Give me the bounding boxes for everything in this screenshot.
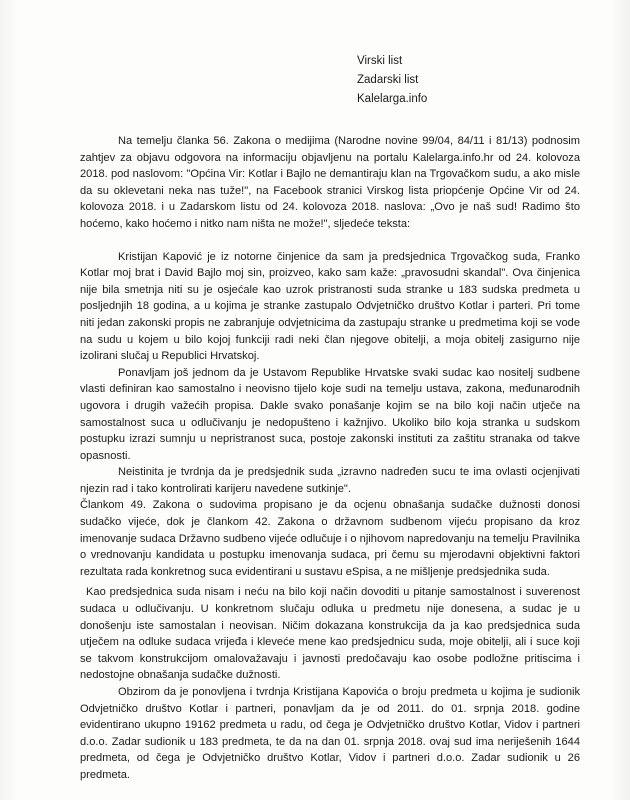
paragraph: Kristijan Kapović je iz notorne činjenice da sam ja predsjednica Trgovačkog suda, Franko Kotlar moj brat i David Bajlo moj sin, proizveo, kako sam kaže: „pravosudni skandal". Ova činjenica nije bila smetnja niti su je osjećale kao uzrok pristranosti suda stranke u 183 sudska predmeta u posljednjih 18 godina, a u kojima je stranke zastupalo Odvjetničko društvo Kotlar i parteri. Pri tome niti jedan zakonski propis ne zabranjuje odvjetnicima da zastupaju stranke u predmetima koji se vode na sudu u kojem u bilo kojoj funkciji radi neki član njegove obitelji, a moja obitelj zasigurno nije izolirani slučaj u Republici Hrvatskoj. (80, 250, 580, 363)
recipient-line: Zadarski list (357, 74, 419, 86)
recipient-line: Virski list (357, 55, 403, 67)
paragraph: Na temelju članka 56. Zakona o medijima (Narodne novine 99/04, 84/11 i 81/13) podnosim zahtjev za objavu odgovora na informaciju objavljenu na portalu Kalelarga.info.hr od 24. kolovoza 2018. pod naslovom: "Općina Vir: Kotlar i Bajlo ne demantiraju klan na Trgovačkom sudu, a ako misle da su oklevetani neka nas tuže!", na Facebook stranici Virskog lista priopćenje Općine Vir od 24. kolovoza 2018. i u Zadarskom listu od 24. kolovoza 2018. naslova: „Ovo je naš sud! Radimo što hoćemo, kako hoćemo i nitko nam ništa ne može!", sljedeće teksta: (80, 135, 580, 230)
paragraph: Obzirom da je ponovljena i tvrdnja Kristijana Kapovića o broju predmeta u kojima je sudionik Odvjetničko društvo Kotlar i partneri, ponavljam da je od 2011. do 01. srpnja 2018. godine evidentirano ukupno 19162 predmeta u radu, od čega je Odvjetničko društvo Kotlar, Vidov i partneri d.o.o. Zadar sudionik u 183 predmeta, te da na dan 01. srpnja 2018. ovaj sud ima neriješenih 1644 predmeta, od čega je Odvjetničko društvo Kotlar, Vidov i partneri d.o.o. Zadar sudionik u 26 predmeta. (80, 686, 580, 781)
recipients-block (357, 52, 427, 109)
paragraph: Kao predsjednica suda nisam i neću na bilo koji način dovoditi u pitanje samostalnost i suverenost sudaca u odlučivanju. U konkretnom slučaju odluka u predmetu nije donesena, a sudac je u donošenju iste samostalan i neovisan. Ničim dokazana konstrukcija da ja kao predsjednica suda utječem na odluke sudaca vrijeđa i kleveće mene kao predsjednicu suda, moje obitelji, ali i suce koji se takvom konstrukcijom omalovažavaju i javnosti predočavaju kao osobe podložne pritiscima i nedostojne obnašanja sudačke dužnosti. (80, 586, 580, 682)
recipient-line: Kalelarga.info (357, 93, 428, 105)
letter-body (80, 133, 580, 784)
paragraph: Člankom 49. Zakona o sudovima propisano je da ocjenu obnašanja sudačke dužnosti donosi sudačko vijeće, dok je člankom 42. Zakona o državnom sudbenom vijeću propisano da kroz imenovanje sudaca Državno sudbeno vijeće odlučuje i o njihovom napredovanju na temelju Pravilnika o vrednovanju kandidata u postupku imenovanja sudaca, pri čemu su mjerodavni objektivni faktori rezultata rada konkretnog suca evidentirani u sustavu eSpisa, a ne mišljenje predsjednika suda. (80, 499, 580, 578)
paragraph: Neistinita je tvrdnja da je predsjednik suda „izravno nadređen sucu te ima ovlasti ocjenjivati njezin rad i tako kontrolirati karijeru navedene sutkinje". (80, 466, 580, 495)
paragraph: Ponavljam još jednom da je Ustavom Republike Hrvatske svaki sudac kao nositelj sudbene vlasti definiran kao samostalno i neovisno tijelo koje sudi na temelju ustava, zakona, međunarodnih ugovora i drugih važećih propisa. Dakle svako ponašanje kojim se na bilo koji način utječe na samostalnost suca u odlučivanju je nedopušteno i kažnjivo. Ukoliko bilo koja stranka u sudskom postupku izrazi sumnju u nepristranost suca, postoje zakonski instituti za zaštitu stranaka od takve opasnosti. (80, 366, 580, 462)
